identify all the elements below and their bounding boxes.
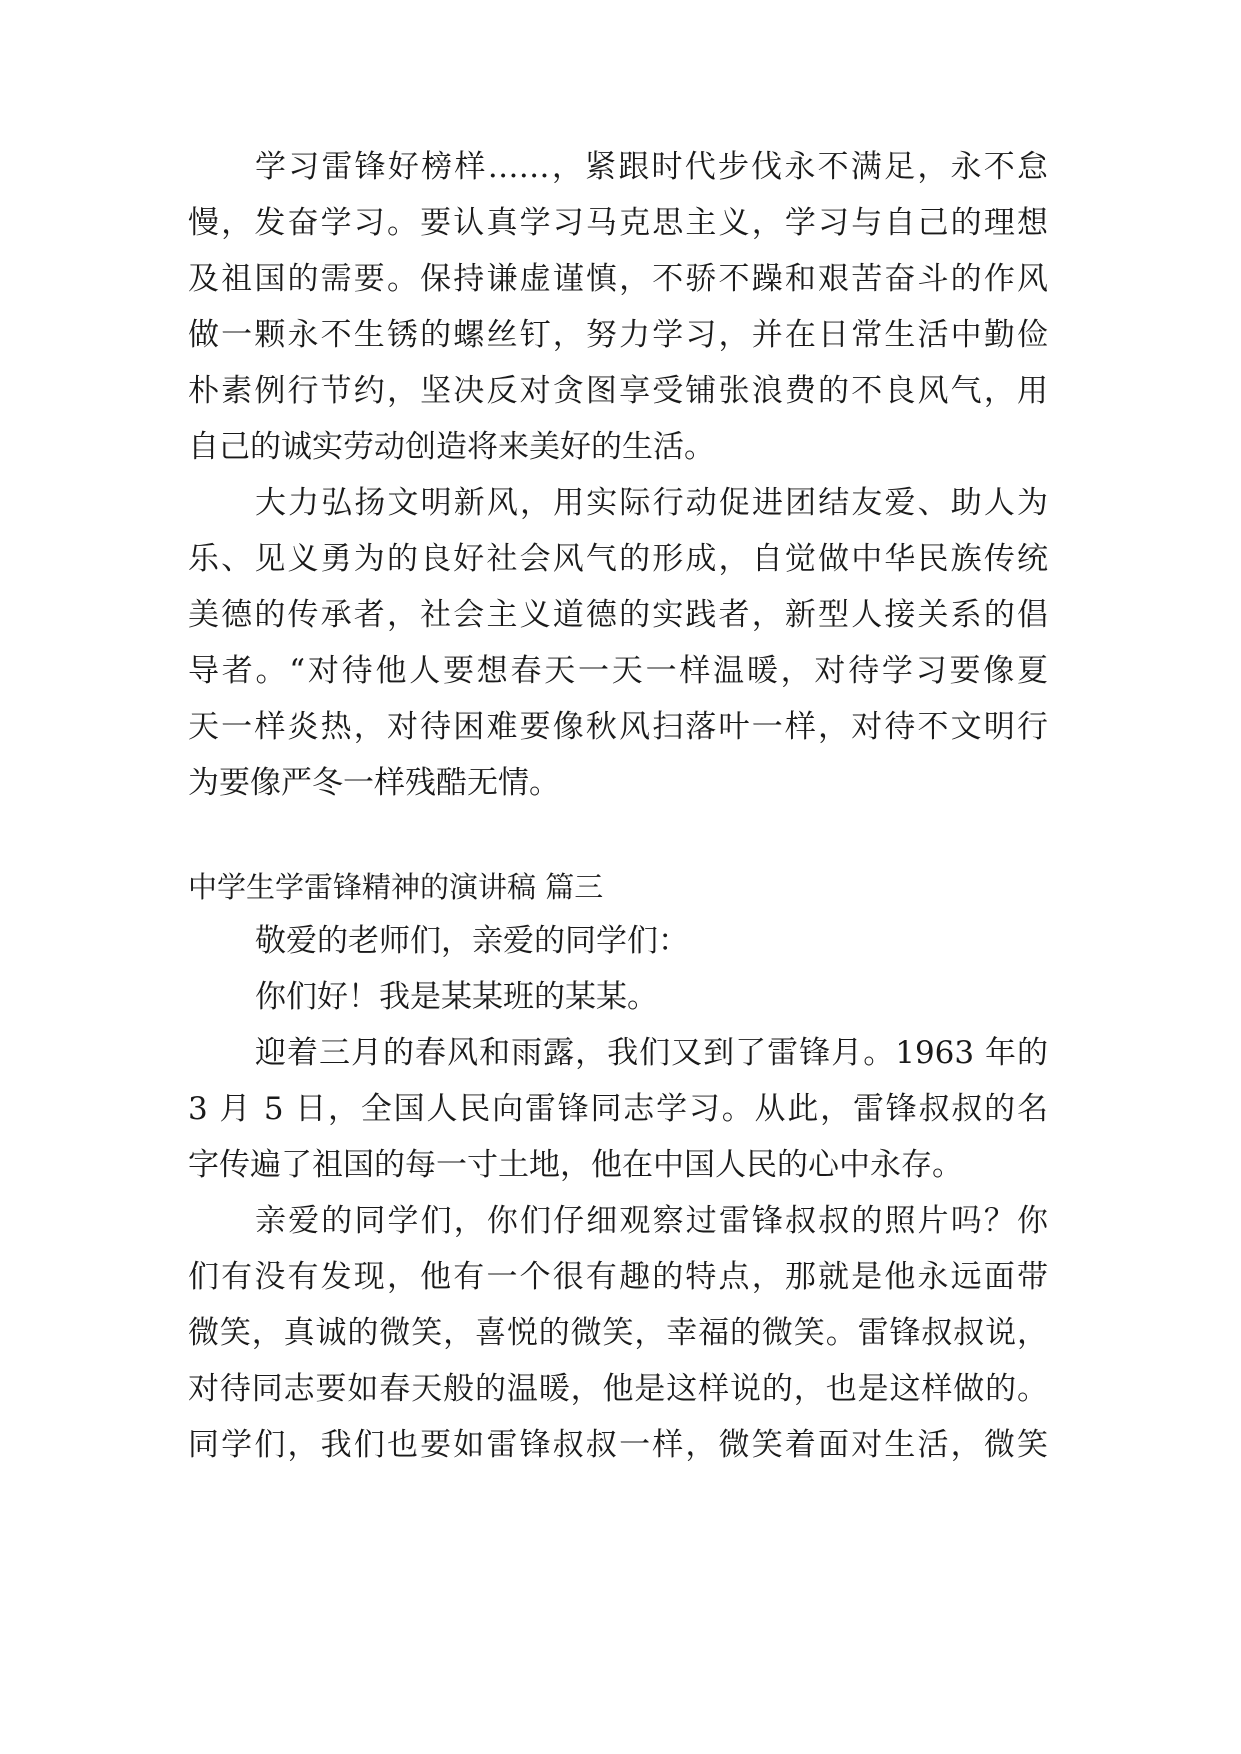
paragraph-1-line-2: 慢，发奋学习。要认真学习马克思主义，学习与自己的理想 bbox=[188, 205, 1048, 241]
paragraph-2-line-4: 导者。“对待他人要想春天一天一样温暖，对待学习要像夏 bbox=[188, 653, 1048, 689]
paragraph-1-line-4: 做一颗永不生锈的螺丝钉，努力学习，并在日常生活中勤俭 bbox=[188, 317, 1048, 353]
intro-line: 你们好！我是某某班的某某。 bbox=[255, 979, 658, 1015]
greeting-line: 敬爱的老师们，亲爱的同学们： bbox=[255, 923, 689, 959]
paragraph-4-line-2: 们有没有发现，他有一个很有趣的特点，那就是他永远面带 bbox=[188, 1259, 1048, 1295]
paragraph-1-line-3: 及祖国的需要。保持谦虚谨慎，不骄不躁和艰苦奋斗的作风 bbox=[188, 261, 1048, 297]
paragraph-4-line-3: 微笑，真诚的微笑，喜悦的微笑，幸福的微笑。雷锋叔叔说， bbox=[188, 1315, 1048, 1351]
paragraph-2-line-2: 乐、见义勇为的良好社会风气的形成，自觉做中华民族传统 bbox=[188, 541, 1048, 577]
paragraph-2-line-3: 美德的传承者，社会主义道德的实践者，新型人接关系的倡 bbox=[188, 597, 1048, 633]
paragraph-3-line-2: 3 月 5 日，全国人民向雷锋同志学习。从此，雷锋叔叔的名 bbox=[188, 1091, 1048, 1127]
paragraph-4-line-4: 对待同志要如春天般的温暖，他是这样说的，也是这样做的。 bbox=[188, 1371, 1048, 1407]
paragraph-1-line-1: 学习雷锋好榜样……，紧跟时代步伐永不满足，永不怠 bbox=[255, 149, 1048, 185]
paragraph-1-line-6: 自己的诚实劳动创造将来美好的生活。 bbox=[188, 429, 715, 465]
paragraph-4-line-5: 同学们，我们也要如雷锋叔叔一样，微笑着面对生活，微笑 bbox=[188, 1427, 1048, 1463]
paragraph-3-line-3: 字传遍了祖国的每一寸土地，他在中国人民的心中永存。 bbox=[188, 1147, 963, 1183]
paragraph-2-line-1: 大力弘扬文明新风，用实际行动促进团结友爱、助人为 bbox=[255, 485, 1048, 521]
paragraph-2-line-5: 天一样炎热，对待困难要像秋风扫落叶一样，对待不文明行 bbox=[188, 709, 1048, 745]
paragraph-1-line-5: 朴素例行节约，坚决反对贪图享受铺张浪费的不良风气，用 bbox=[188, 373, 1048, 409]
paragraph-4-line-1: 亲爱的同学们，你们仔细观察过雷锋叔叔的照片吗？你 bbox=[255, 1203, 1048, 1239]
paragraph-2-line-6: 为要像严冬一样残酷无情。 bbox=[188, 765, 560, 801]
paragraph-3-line-1: 迎着三月的春风和雨露，我们又到了雷锋月。1963 年的 bbox=[255, 1035, 1048, 1071]
section-heading: 中学生学雷锋精神的演讲稿 篇三 bbox=[188, 870, 604, 904]
